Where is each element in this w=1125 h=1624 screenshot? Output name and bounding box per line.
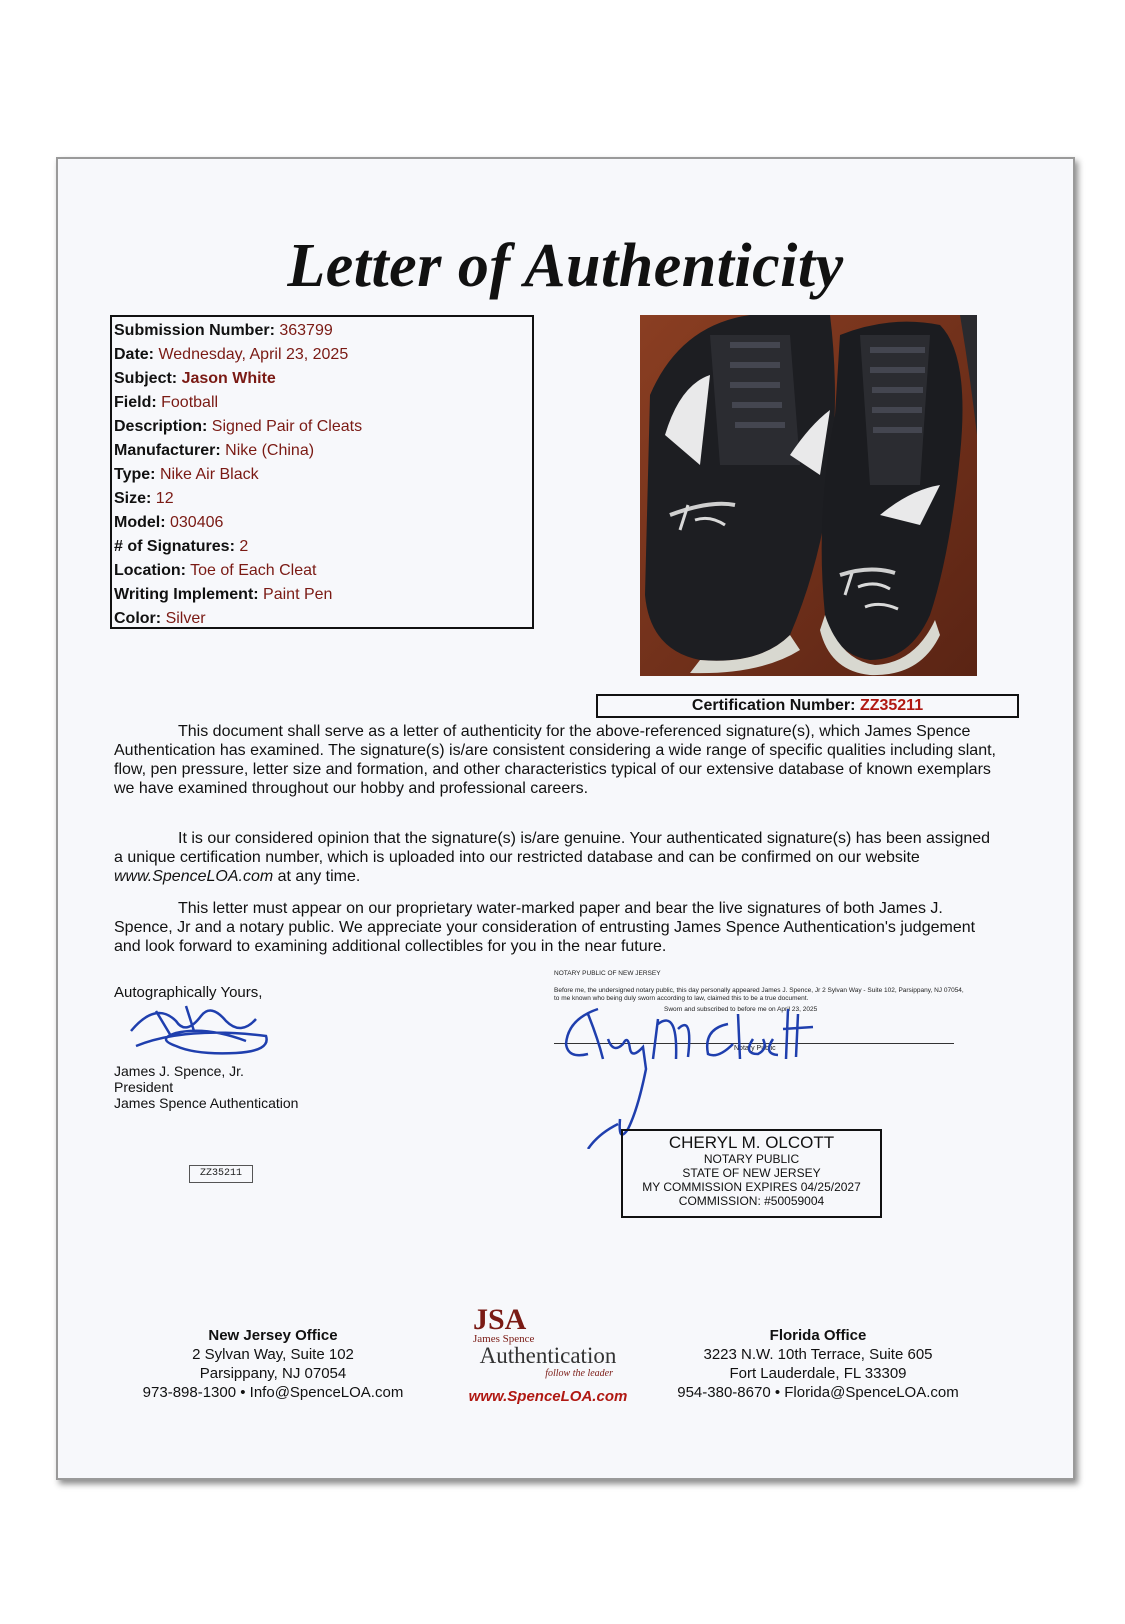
footer-nj-office [123,1326,423,1402]
jsa-logo-authentication: Authentication [479,1343,617,1368]
fl-office-contact: 954-380-8670 • Florida@SpenceLOA.com [677,1384,959,1401]
info-row-signatures: # of Signatures: 2 [114,538,249,555]
letter-title: Letter of Authenticity [287,232,844,300]
notary-sworn: Sworn and subscribed to before me on April 23, 2025 [664,1006,818,1013]
jsa-logo-mark: JSA [473,1303,527,1336]
website-link[interactable]: www.SpenceLOA.com [114,868,274,885]
info-row-color: Color: Silver [114,610,206,627]
notary-stamp-line4: COMMISSION: #50059004 [678,1194,825,1208]
notary-stamp-name: CHERYL M. OLCOTT [668,1133,835,1152]
nj-office-contact: 973-898-1300 • Info@SpenceLOA.com [142,1384,404,1401]
jsa-logo-tagline: follow the leader [545,1368,613,1379]
nj-office-line1: 2 Sylvan Way, Suite 102 [192,1346,354,1363]
notary-stamp-line2: STATE OF NEW JERSEY [682,1166,821,1180]
jsa-logo [453,1303,643,1405]
certification-number: ZZ35211 [859,697,924,714]
info-row-location: Location: Toe of Each Cleat [114,562,317,579]
certification-number-box [596,694,1019,718]
notary-statement: Before me, the undersigned notary public, this day personally appeared James J. Spence, Jr 2 Sylvan Way - Suite 102, Parsippany, NJ 07054, to me known who being duly sworn according to law, claimed this to be a true document. [554,987,964,1002]
info-row-subject: Subject: Jason White [114,370,276,387]
olcott-signature [558,999,908,1149]
cleats-photo [640,315,977,676]
nj-office-heading: New Jersey Office [208,1327,338,1344]
footer-website-link[interactable]: www.SpenceLOA.com [468,1388,628,1405]
signer-role: President [114,1079,174,1095]
nj-office-line2: Parsippany, NJ 07054 [199,1365,347,1382]
signer-closing: Autographically Yours, [114,984,263,1001]
signer-company: James Spence Authentication [114,1095,299,1111]
info-row-manufacturer: Manufacturer: Nike (China) [114,442,315,459]
info-row-size: Size: 12 [114,490,174,507]
info-row-type: Type: Nike Air Black [114,466,259,483]
notary-stamp [621,1129,882,1218]
fl-office-heading: Florida Office [769,1327,867,1344]
spence-signature [116,991,276,1061]
cleats-image [640,315,977,676]
info-row-submission: Submission Number: 363799 [114,322,333,339]
notary-stamp-line3: MY COMMISSION EXPIRES 04/25/2027 [642,1180,861,1194]
info-row-field: Field: Football [114,394,219,411]
info-row-implement: Writing Implement: Paint Pen [114,586,333,603]
footer-fl-office [658,1326,978,1402]
info-row-date: Date: Wednesday, April 23, 2025 [114,346,349,363]
notary-line-label: Notary Public [734,1045,776,1052]
serial-sticker: ZZ35211 [189,1165,253,1183]
jsa-logo-james-spence: James Spence [473,1333,535,1345]
notary-stamp-line1: NOTARY PUBLIC [703,1152,800,1166]
paragraph-authenticity: This document shall serve as a letter of authenticity for the above-referenced signature(s), which James Spence Authentication has examined. The signature(s) is/are consistent considering a wide range of specific qualities including slant, flow, pen pressure, letter size and formation, and other characteristics typical of our extensive database of known exemplars we have examined throughout our hobby and professional careers. [114,723,996,797]
fl-office-line2: Fort Lauderdale, FL 33309 [729,1365,907,1382]
item-info-box [110,315,534,629]
paragraph-watermark: This letter must appear on our proprietary water-marked paper and bear the live signatures of both James J. Spence, Jr and a notary public. We appreciate your consideration of entrusting James Spence Authentication's judgement and look forward to examining additional collectibles for you in the near future. [114,900,976,955]
letter-sheet [56,157,1075,1480]
fl-office-line1: 3223 N.W. 10th Terrace, Suite 605 [703,1346,933,1363]
info-row-description: Description: Signed Pair of Cleats [114,418,363,435]
notary-header: NOTARY PUBLIC OF NEW JERSEY [554,970,661,977]
paragraph-opinion: It is our considered opinion that the signature(s) is/are genuine. Your authenticated signature(s) has been assigned a unique certification number, which is uploaded into our restricted database and can be confirmed on our website www.SpenceLOA.com at any time. [114,830,991,885]
info-row-model: Model: 030406 [114,514,224,531]
signer-name: James J. Spence, Jr. [114,1063,244,1079]
certification-label: Certification Number: [691,697,856,714]
